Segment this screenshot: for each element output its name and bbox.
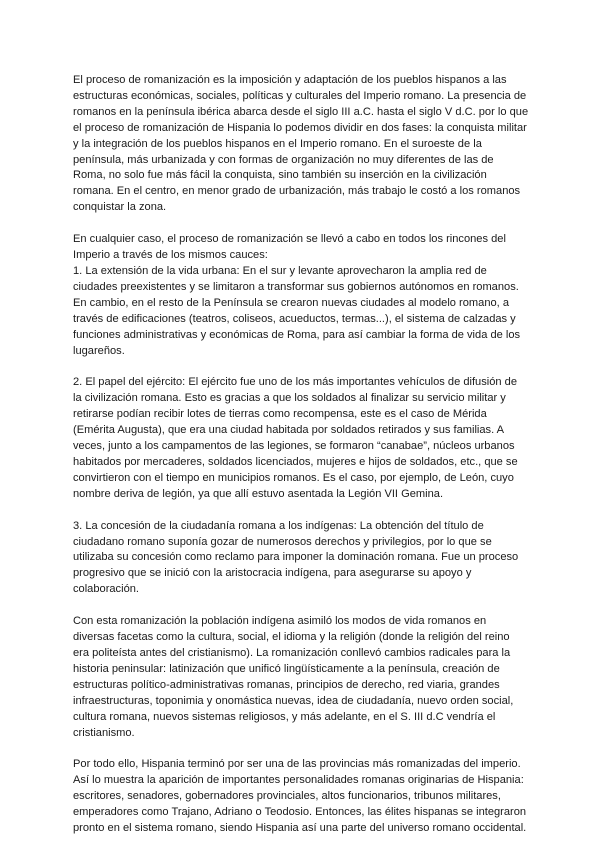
text-line: través de edificaciones (teatros, coliseos, acueductos, termas...), el sistema de calzadas y [73,312,516,325]
paragraph-conclusion [73,757,525,837]
text-line: península, más urbanizada y con formas de organización no muy diferentes de las de [73,153,494,166]
text-line: cultura romana, nuevos sistemas religiosos, y más adelante, en el S. III d.C vendría el [73,710,496,723]
text-line: progresivo que se inició con la aristocracia indígena, para asegurarse su apoyo y [73,567,472,580]
text-line: pronto en el sistema romano, siendo Hispania así una parte del universo romano occidental. [73,822,527,835]
text-line: Imperio a través de los mismos cauces: [73,249,268,262]
text-line: cristianismo. [73,726,135,739]
text-line: Por todo ello, Hispania terminó por ser una de las provincias más romanizadas del imperio. [73,758,521,771]
text-line: romanos en la península ibérica abarca desde el siglo III a.C. hasta el siglo V d.C. por lo que [73,105,529,118]
text-line: ciudadano romano suponía gozar de numerosos derechos y privilegios, por lo que se [73,535,492,548]
text-line: 2. El papel del ejército: El ejército fue uno de los más importantes vehículos de difusión de [73,376,518,389]
text-line: funciones administrativas y económicas de Roma, para así cambiar la forma de vida de los [73,328,521,341]
text-line: infraestructuras, toponimia y onomástica nuevas, idea de ciudadanía, nuevo orden social, [73,694,514,707]
text-line: Así lo muestra la aparición de importantes personalidades romanas originarias de Hispania: [73,774,524,787]
text-line: 3. La concesión de la ciudadanía romana a los indígenas: La obtención del título de [73,519,484,532]
paragraph-assimilation [73,614,525,741]
text-line: (Emérita Augusta), que era una ciudad habitada por soldados retirados y sus familias. A [73,424,505,437]
text-line: colaboración. [73,583,139,596]
text-line: ciudades preexistentes y se limitaron a transformar sus gobiernos autónomos en romanos. [73,280,519,293]
text-line: Roma, no solo fue más fácil la conquista, sino también su inserción en la civilización [73,169,487,182]
text-line: En cualquier caso, el proceso de romanización se llevó a cabo en todos los rincones del [73,233,506,246]
text-line: historia peninsular: latinización que unificó lingüísticamente a la península, creación de [73,662,500,675]
text-line: estructuras económicas, sociales, políticas y culturales del Imperio romano. La presencia de [73,89,527,102]
text-line: lugareños. [73,344,125,357]
text-line: veces, junto a los campamentos de las legiones, se formaron “canabae”, núcleos urbanos [73,440,515,453]
text-line: estructuras político-administrativas romanas, principios de derecho, red viaria, grandes [73,678,500,691]
text-line: romana. En el centro, en menor grado de urbanización, más trabajo le costó a los romanos [73,185,521,198]
text-line: El proceso de romanización es la imposición y adaptación de los pueblos hispanos a las [73,74,507,86]
paragraph-army [73,375,525,502]
paragraph-urban-life [73,232,525,359]
text-line: convirtieron con el tiempo en municipios romanos. Es el caso, por ejemplo, de León, cuyo [73,471,514,484]
text-line: Con esta romanización la población indígena asimiló los modos de vida romanos en [73,615,487,628]
text-line: diversas facetas como la cultura, social, el idioma y la religión (donde la religión del reino [73,631,510,644]
text-line: y la integración de los pueblos hispanos en el Imperio romano. En el suroeste de la [73,137,482,150]
text-line: la civilización romana. Esto es gracias a que los soldados al finalizar su servicio militar y [73,392,506,405]
text-line: 1. La extensión de la vida urbana: En el sur y levante aprovecharon la amplia red de [73,264,487,277]
text-line: utilizaba su concesión como reclamo para imponer la dominación romana. Fue un proceso [73,551,519,564]
text-line: nombre deriva de legión, ya que allí estuvo asentada la Legión VII Gemina. [73,487,444,500]
paragraph-intro [73,73,529,216]
text-line: En cambio, en el resto de la Península se crearon nuevas ciudades al modelo romano, a [73,296,509,309]
paragraph-citizenship [73,519,525,599]
text-line: emperadores como Trajano, Adriano o Teodosio. Entonces, las élites hispanas se integraron [73,806,527,819]
text-line: escritores, senadores, gobernadores provinciales, altos funcionarios, tribunos militares, [73,790,501,803]
document-page [73,73,529,837]
text-line: retirarse podían recibir lotes de tierras como recompensa, este es el caso de Mérida [73,408,487,421]
text-line: habitados por mercaderes, soldados licenciados, mujeres e hijos de soldados, etc., que se [73,455,518,468]
text-line: conquistar la zona. [73,201,167,214]
text-line: el proceso de romanización de Hispania lo podemos dividir en dos fases: la conquista militar [73,121,527,134]
text-line: era politeísta antes del cristianismo). La romanización conllevó cambios radicales para la [73,647,511,659]
